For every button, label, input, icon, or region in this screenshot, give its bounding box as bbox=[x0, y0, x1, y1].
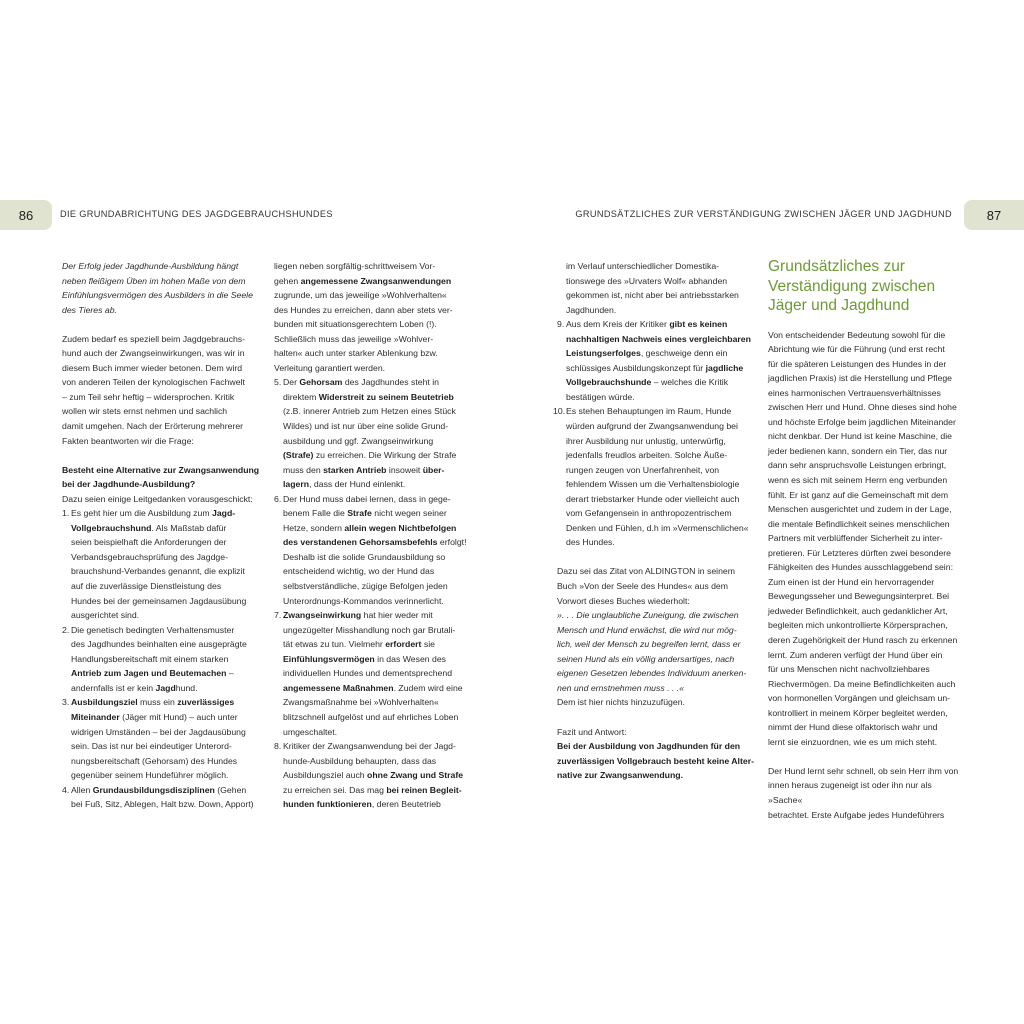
running-head-left: DIE GRUNDABRICHTUNG DES JAGDGEBRAUCHSHUNDES bbox=[60, 209, 333, 219]
list-text: Kritiker der Zwangsanwendung bei der Jagd- hunde-Ausbildung behaupten, dass das Ausbildungsziel auch ohne Zwang und Strafe zu erreichen sei. Das mag bei reinen Begleit- hunden funktionieren, deren Beutetrieb bbox=[283, 741, 464, 810]
list-continuation: im Verlauf unterschiedlicher Domestika- tionswege des »Urvaters Wolf« abhanden gekommen ist, nicht aber bei antriebsstarken Jagdhunden. bbox=[566, 261, 739, 315]
list-number: 8. bbox=[274, 741, 282, 752]
body-paragraph: Von entscheidender Bedeutung sowohl für die Abrichtung wie für die Führung (und erst recht für die späteren Leistungen des Hundes in der jagdlichen Praxis) ist die Herstellung und Pflege eines harmonischen Vertrauensverhältnisses zwischen Herr und Hund. Ohne dieses sind hohe und höchste Erfolge beim jagdlichen Miteinander nicht denkbar. Der Hund ist keine Maschine, die jeder bedienen kann, sondern ein Tier, das nur dann sehr anspruchsvolle Leistungen erbringt, wenn es sich mit seinem Herrn eng verbunden fühlt. Er ist ganz auf die Gemeinschaft mit dem Menschen ausgerichtet und zudem in der Lage, die mentale Befindlichkeit seines menschlichen Partners mit verblüffender Sicherheit zu inter- pretieren. Für Letzteres dürften zwei besondere Fähigkeiten des Hundes ausschlaggebend sein: Zum einen ist der Hund ein hervorragender Bewegungsseher und Bewegungsinterpret. Bei jedweder Befindlichkeit, auch gedanklicher Art, begleiten mich unkontrollierte Körpersprachen, deren Zugehörigkeit der Hund rasch zu erkennen lernt. Zum anderen verfügt der Hund über ein für uns Menschen nicht nachvollziehbares Riechvermögen. Da meine Befindlichkeiten auch von hormonellen Vorgängen und gleichsam un- kontrolliert in meinem Körper begleitet werden, nimmt der Hund diese olfaktorisch wahr und lernt sie einzuordnen, wie es um mich steht. bbox=[768, 329, 958, 747]
running-head-right: GRUNDSÄTZLICHES ZUR VERSTÄNDIGUNG ZWISCHEN JÄGER UND JAGDHUND bbox=[575, 209, 952, 219]
left-page-column-2 bbox=[274, 259, 472, 812]
list-text: Ausbildungsziel muss ein zuverlässiges Miteinander (Jäger mit Hund) – auch unter widrigen Umständen – bei der Jagdausübung sein. Das ist nur bei eindeutiger Unterord- nungsbereitschaft (Gehorsam) des Hundes gegenüber seinem Hundeführer möglich. bbox=[71, 697, 246, 781]
body-paragraph: Zudem bedarf es speziell beim Jagdgebrauchs- hund auch der Zwangseinwirkungen, was wir in diesem Buch immer wieder betonen. Dem wird von anderen Teilen der kynologischen Fachwelt – zum Teil sehr heftig – widersprochen. Kritik wollen wir stets ernst nehmen und sachlich damit umgehen. Nach der Erörterung mehrerer Fakten beantworten wir die Frage: bbox=[62, 333, 246, 446]
list-number: 10. bbox=[553, 406, 566, 417]
list-item bbox=[274, 608, 472, 739]
right-page-column-1 bbox=[553, 259, 755, 783]
lead-text: Dazu seien einige Leitgedanken vorausgeschickt: bbox=[62, 493, 253, 504]
list-continuation: liegen neben sorgfältig-schrittweisem Vor- gehen angemessene Zwangsanwendungen zugrunde, um das jeweilige »Wohlverhalten« des Hundes zu erreichen, dann aber stets ver- bunden mit situationsgerechtem Loben (!). Schließlich muss das jeweilige »Wohlver- halten« auch unter starker Ablenkung bzw. Verleitung garantiert werden. bbox=[274, 261, 453, 373]
list-item bbox=[62, 506, 260, 622]
list-text: Allen Grundausbildungsdisziplinen (Gehen bei Fuß, Sitz, Ablegen, Halt bzw. Down, Apport) bbox=[71, 784, 254, 810]
right-page-column-2 bbox=[768, 259, 968, 822]
list-text: Die genetisch bedingten Verhaltensmuster des Jagdhundes beinhalten eine ausgeprägte Handlungsbereitschaft mit einem starken Antrieb zum Jagen und Beutemachen – andernfalls ist er kein Jagdhund. bbox=[71, 624, 247, 693]
list-text: Der Hund muss dabei lernen, dass in gege- benem Falle die Strafe nicht wegen seiner Hetze, sondern allein wegen Nichtbefolgen des verstandenen Gehorsamsbefehls erfolgt! Deshalb ist die solide Grundausbildung so entscheidend wichtig, wo der Hund das selbstverständliche, zügige Befolgen jeden Unterordnungs-Kommandos verinnerlicht. bbox=[283, 493, 467, 606]
page-number-right: 87 bbox=[964, 200, 1024, 230]
list-number: 6. bbox=[274, 493, 282, 504]
list-number: 7. bbox=[274, 610, 282, 621]
conclusion-label: Fazit und Antwort: bbox=[557, 726, 627, 737]
list-number: 2. bbox=[62, 624, 70, 635]
list-text: Zwangseinwirkung hat hier weder mit ungezügelter Misshandlung noch gar Brutali- tät etwas zu tun. Vielmehr erfordert sie Einfühlungsvermögen in das Wesen des individuellen Hundes und dementsprechend angemessene Maßnahmen. Zudem wird eine Zwangsmaßnahme bei »Wohlverhalten« blitzschnell aufgelöst und auf ehrliches Loben umgeschaltet. bbox=[283, 610, 463, 737]
list-text: Der Gehorsam des Jagdhundes steht in direktem Widerstreit zu seinem Beutetrieb (z.B. innerer Antrieb zum Hetzen eines Stück Wildes) und ist nur über eine solide Grund- ausbildung und ggf. Zwangseinwirkung (Strafe) zu erreichen. Die Wirkung der Strafe muss den starken Antrieb insoweit über- lagern, dass der Hund einlenkt. bbox=[283, 377, 457, 490]
quote: ». . . Die unglaubliche Zuneigung, die zwischen Mensch und Hund erwächst, die wird nur mög- lich, weil der Mensch zu begreifen lernt, dass er seinen Hund als ein völlig andersartiges, nach eigenen Gesetzen lebendes Individuum anerken- nen und ernstnehmen muss . . .« bbox=[557, 610, 747, 693]
list-item bbox=[274, 492, 472, 608]
list-number: 3. bbox=[62, 697, 70, 708]
left-page-column-1 bbox=[62, 259, 260, 812]
list-text: Es stehen Behauptungen im Raum, Hunde würden aufgrund der Zwangsanwendung bei ihrer Ausbildung nur unlustig, unterwürfig, jedenfalls freudlos arbeiten. Solche Äuße- rungen zeugen von Unerfahrenheit, von fehlendem Wissen um die Verhaltensbiologie derart triebstarker Hunde oder vielleicht auch vom Gefangensein in anthropozentrischem Denken und Fühlen, d.h im »Vermenschlichen« des Hundes. bbox=[566, 406, 749, 548]
body-paragraph: Der Hund lernt sehr schnell, ob sein Herr ihm von innen heraus zugeneigt ist oder ihn nur als »Sache« betrachtet. Erste Aufgabe jedes Hundeführers bbox=[768, 765, 959, 820]
list-item bbox=[62, 783, 260, 812]
conclusion-text: Bei der Ausbildung von Jagdhunden für den zuverlässigen Vollgebrauch besteht keine Alter- native zur Zwangsanwendung. bbox=[557, 741, 754, 781]
question-heading: Besteht eine Alternative zur Zwangsanwendung bei der Jagdhunde-Ausbildung? bbox=[62, 464, 260, 490]
list-item bbox=[62, 695, 260, 782]
quote-comment: Dem ist hier nichts hinzuzufügen. bbox=[557, 697, 685, 708]
list-item bbox=[557, 317, 755, 404]
list-item bbox=[274, 375, 472, 491]
list-item bbox=[553, 404, 755, 549]
list-item bbox=[62, 623, 260, 696]
list-number: 1. bbox=[62, 508, 70, 519]
intro-paragraph: Der Erfolg jeder Jagdhunde-Ausbildung hängt neben fleißigem Üben im hohen Maße von dem Einfühlungsvermögen des Ausbilders in die Seele des Tieres ab. bbox=[62, 261, 253, 315]
list-item bbox=[274, 739, 472, 812]
section-heading: Grundsätzliches zur Verständigung zwischen Jäger und Jagdhund bbox=[768, 258, 936, 314]
list-number: 5. bbox=[274, 377, 282, 388]
list-text: Es geht hier um die Ausbildung zum Jagd- Vollgebrauchshund. Als Maßstab dafür seien beispielhaft die Anforderungen der Verbandsgebrauchsprüfung des Jagdge- brauchshund-Verbandes genannt, die explizit auf die zuverlässige Dienstleistung des Hundes bei der gemeinsamen Jagdausübung ausgerichtet sind. bbox=[71, 508, 247, 621]
list-number: 4. bbox=[62, 784, 70, 795]
list-number: 9. bbox=[557, 319, 565, 330]
list-text: Aus dem Kreis der Kritiker gibt es keinen nachhaltigen Nachweis eines vergleichbaren Leistungserfolges, geschweige denn ein schlüssiges Ausbildungskonzept für jagdliche Vollgebrauchshunde – welches die Kritik bestätigen würde. bbox=[566, 319, 751, 402]
page-number-left: 86 bbox=[0, 200, 52, 230]
quote-intro: Dazu sei das Zitat von ALDINGTON in seinem Buch »Von der Seele des Hundes« aus dem Vorwort dieses Buches wiederholt: bbox=[557, 566, 736, 606]
